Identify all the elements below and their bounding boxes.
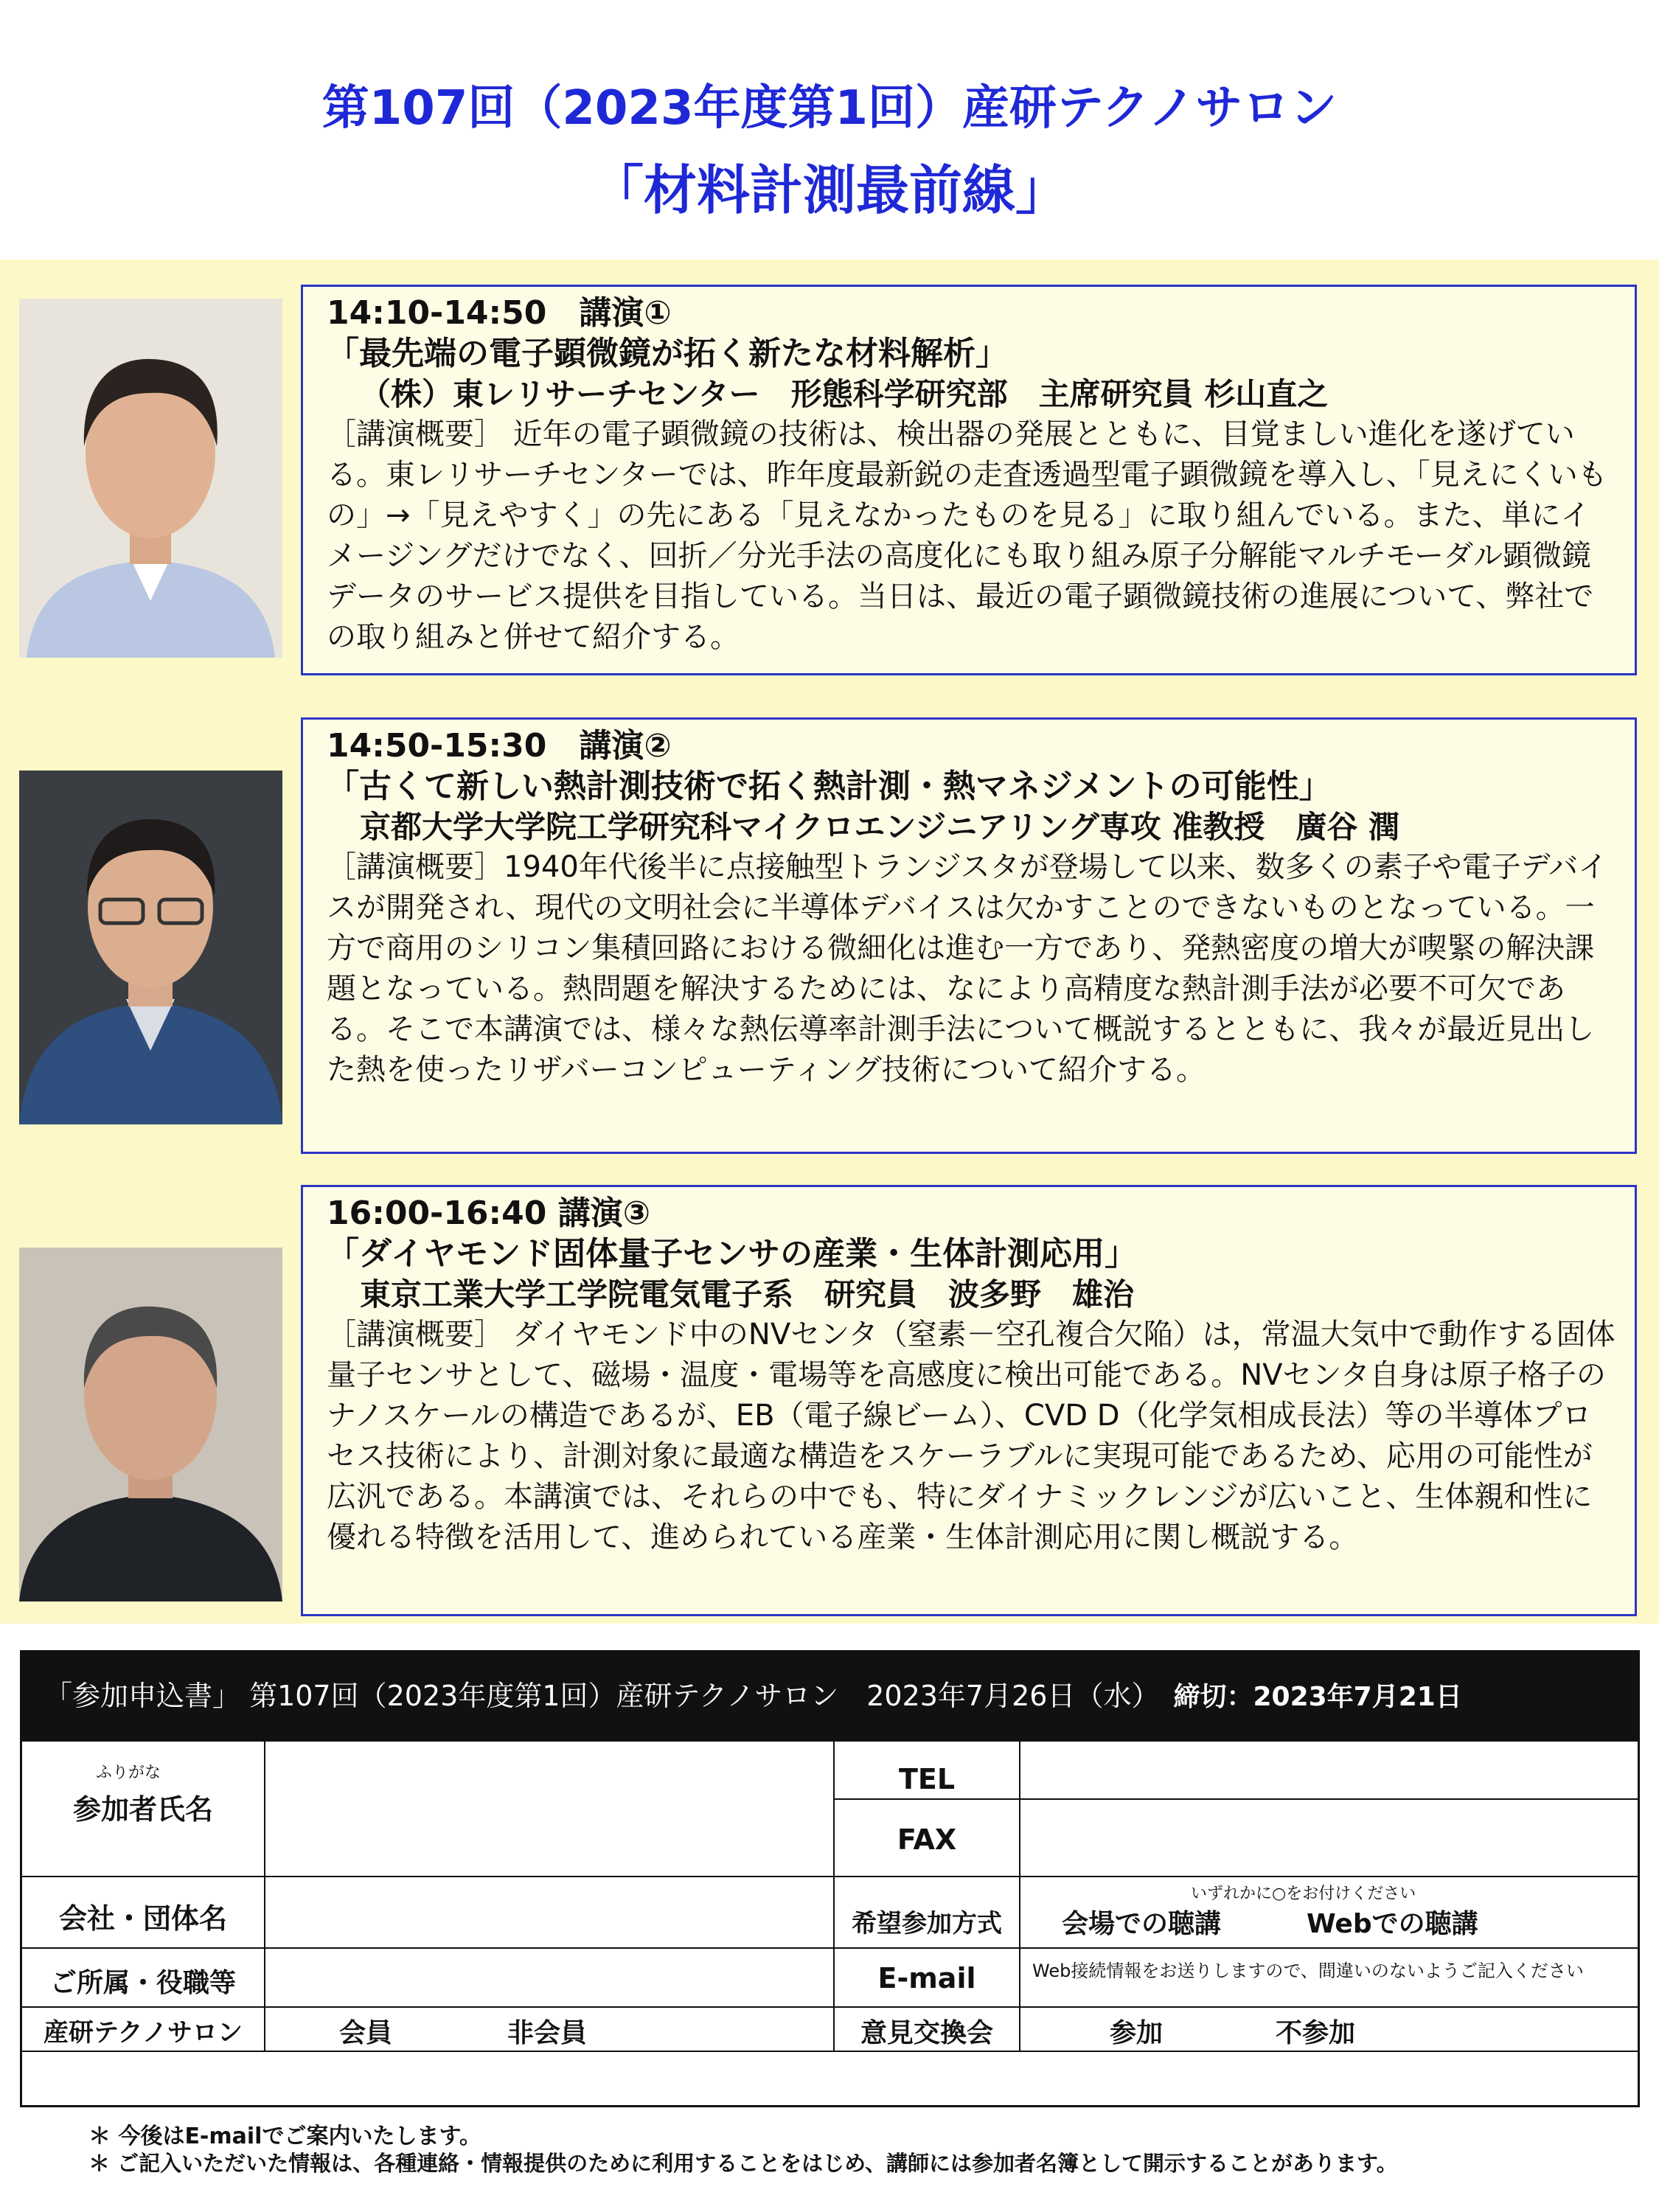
mode-label: 希望参加方式 [852, 1909, 1002, 1938]
dept-label: ご所属・役職等 [49, 1968, 236, 1998]
form-header-text: 「参加申込書」 第107回（2023年度第1回）産研テクノサロン 2023年7月26日（水） [44, 1680, 1146, 1712]
lecture-time: 14:50-15:30 講演② [327, 727, 672, 765]
lecture-time: 16:00-16:40 講演③ [327, 1194, 650, 1232]
fax-input[interactable] [1020, 1800, 1638, 1876]
form-header [22, 1652, 1638, 1739]
fax-label: FAX [897, 1823, 957, 1856]
member-option[interactable]: 会員 [339, 2018, 393, 2048]
footnote-2: ＊ ご記入いただいた情報は、各種連絡・情報提供のために利用することをはじめ、講師には参加者名簿として開示することがあります。 [88, 2151, 1398, 2176]
footnote-1: ＊ 今後はE-mailでご案内いたします。 [88, 2124, 482, 2149]
name-input[interactable] [265, 1742, 833, 1876]
speaker-3-photo [19, 1248, 282, 1601]
form-deadline: 締切：2023年7月21日 [1173, 1682, 1462, 1712]
name-label: 参加者氏名 [72, 1793, 213, 1826]
dept-input[interactable] [265, 1949, 833, 2006]
lecture-3-box [301, 1185, 1637, 1616]
lecture-time: 14:10-14:50 講演① [327, 294, 672, 332]
speaker-2-photo [19, 771, 282, 1124]
event-title: 第107回（2023年度第1回）産研テクノサロン [321, 81, 1338, 136]
mode-note: いずれかに○をお付けください [1191, 1885, 1416, 1903]
event-subtitle: 「材料計測最前線」 [590, 159, 1068, 221]
lecture-1-box [301, 285, 1637, 675]
speaker-1-photo [19, 299, 282, 658]
tel-input[interactable] [1020, 1742, 1638, 1798]
attend-option[interactable]: 参加 [1110, 2018, 1164, 2048]
lecture-2-box [301, 717, 1637, 1154]
lecture-abstract: ［講演概要］ 近年の電子顕微鏡の技術は、検出器の発展とともに、目覚ましい進化を遂げている。東レリサーチセンターでは、昨年度最新鋭の走査透過型電子顕微鏡を導入し、「見えにくいもの」→「見えやすく」の先にある「見えなかったものを見る」に取り組んでいる。また、単にイメージングだけでなく、回折／分光手法の高度化にも取り組み原子分解能マルチモーダル顕微鏡データのサービス提供を目指している。当日は、最近の電子顕微鏡技術の進展について、弊社での取り組みと併せて紹介する。 [327, 417, 1607, 654]
mode-onsite-option[interactable]: 会場での聴講 [1062, 1909, 1222, 1939]
lecture-abstract: ［講演概要］1940年代後半に点接触型トランジスタが登場して以来、数多くの素子や電子デバイスが開発され、現代の文明社会に半導体デバイスは欠かすことのできないものとなっている。一方で商用のシリコン集積回路における微細化は進む一方であり、発熱密度の増大が喫緊の解決課題となっている。熱問題を解決するためには、なにより高精度な熱計測手法が必要不可欠である。そこで本講演では、様々な熱伝導率計測手法について概説するとともに、我々が最近見出した熱を使ったリザバーコンピューティング技術について紹介する。 [327, 850, 1608, 1087]
lecture-speaker: （株）東レリサーチセンター 形態科学研究部 主席研究員 杉山直之 [360, 376, 1329, 412]
lecture-speaker: 京都大学大学院工学研究科マイクロエンジニアリング専攻 准教授 廣谷 潤 [360, 809, 1399, 845]
company-label: 会社・団体名 [58, 1902, 227, 1935]
nonmember-option[interactable]: 非会員 [507, 2018, 588, 2048]
company-input[interactable] [265, 1877, 833, 1947]
absent-option[interactable]: 不参加 [1276, 2018, 1356, 2048]
lecture-speaker: 東京工業大学工学院電気電子系 研究員 波多野 雄治 [360, 1276, 1135, 1312]
email-note: Web接続情報をお送りしますので、間違いのないようご記入ください [1032, 1961, 1584, 1981]
mode-web-option[interactable]: Webでの聴講 [1307, 1909, 1478, 1939]
exchange-label: 意見交換会 [860, 2018, 993, 2048]
email-input[interactable] [1020, 1980, 1638, 2006]
lecture-abstract: ［講演概要］ ダイヤモンド中のNVセンタ（窒素－空孔複合欠陥）は，常温大気中で動作する固体量子センサとして、磁場・温度・電場等を高感度に検出可能である。NVセンタ自身は原子格子のナノスケールの構造であるが、EB（電子線ビーム）、CVD D（化学気相成長法）等の半導体プロセス技術により、計測対象に最適な構造をスケーラブルに実現可能であるため、応用の可能性が広汎である。本講演では、それらの中でも、特にダイナミックレンジが広いこと、生体親和性に優れる特徴を活用して、進められている産業・生体計測応用に関し概説する。 [327, 1318, 1615, 1554]
tel-label: TEL [898, 1763, 956, 1795]
lecture-title: 「ダイヤモンド固体量子センサの産業・生体計測応用」 [327, 1235, 1138, 1273]
lecture-title: 「最先端の電子顕微鏡が拓く新たな材料解析」 [327, 335, 1008, 372]
furigana-label: ふりがな [96, 1764, 161, 1782]
email-label: E-mail [877, 1962, 976, 1994]
registration-form [20, 1650, 1640, 2107]
lecture-title: 「古くて新しい熱計測技術で拓く熱計測・熱マネジメントの可能性」 [327, 768, 1332, 805]
salon-label: 産研テクノサロン [44, 2018, 243, 2048]
